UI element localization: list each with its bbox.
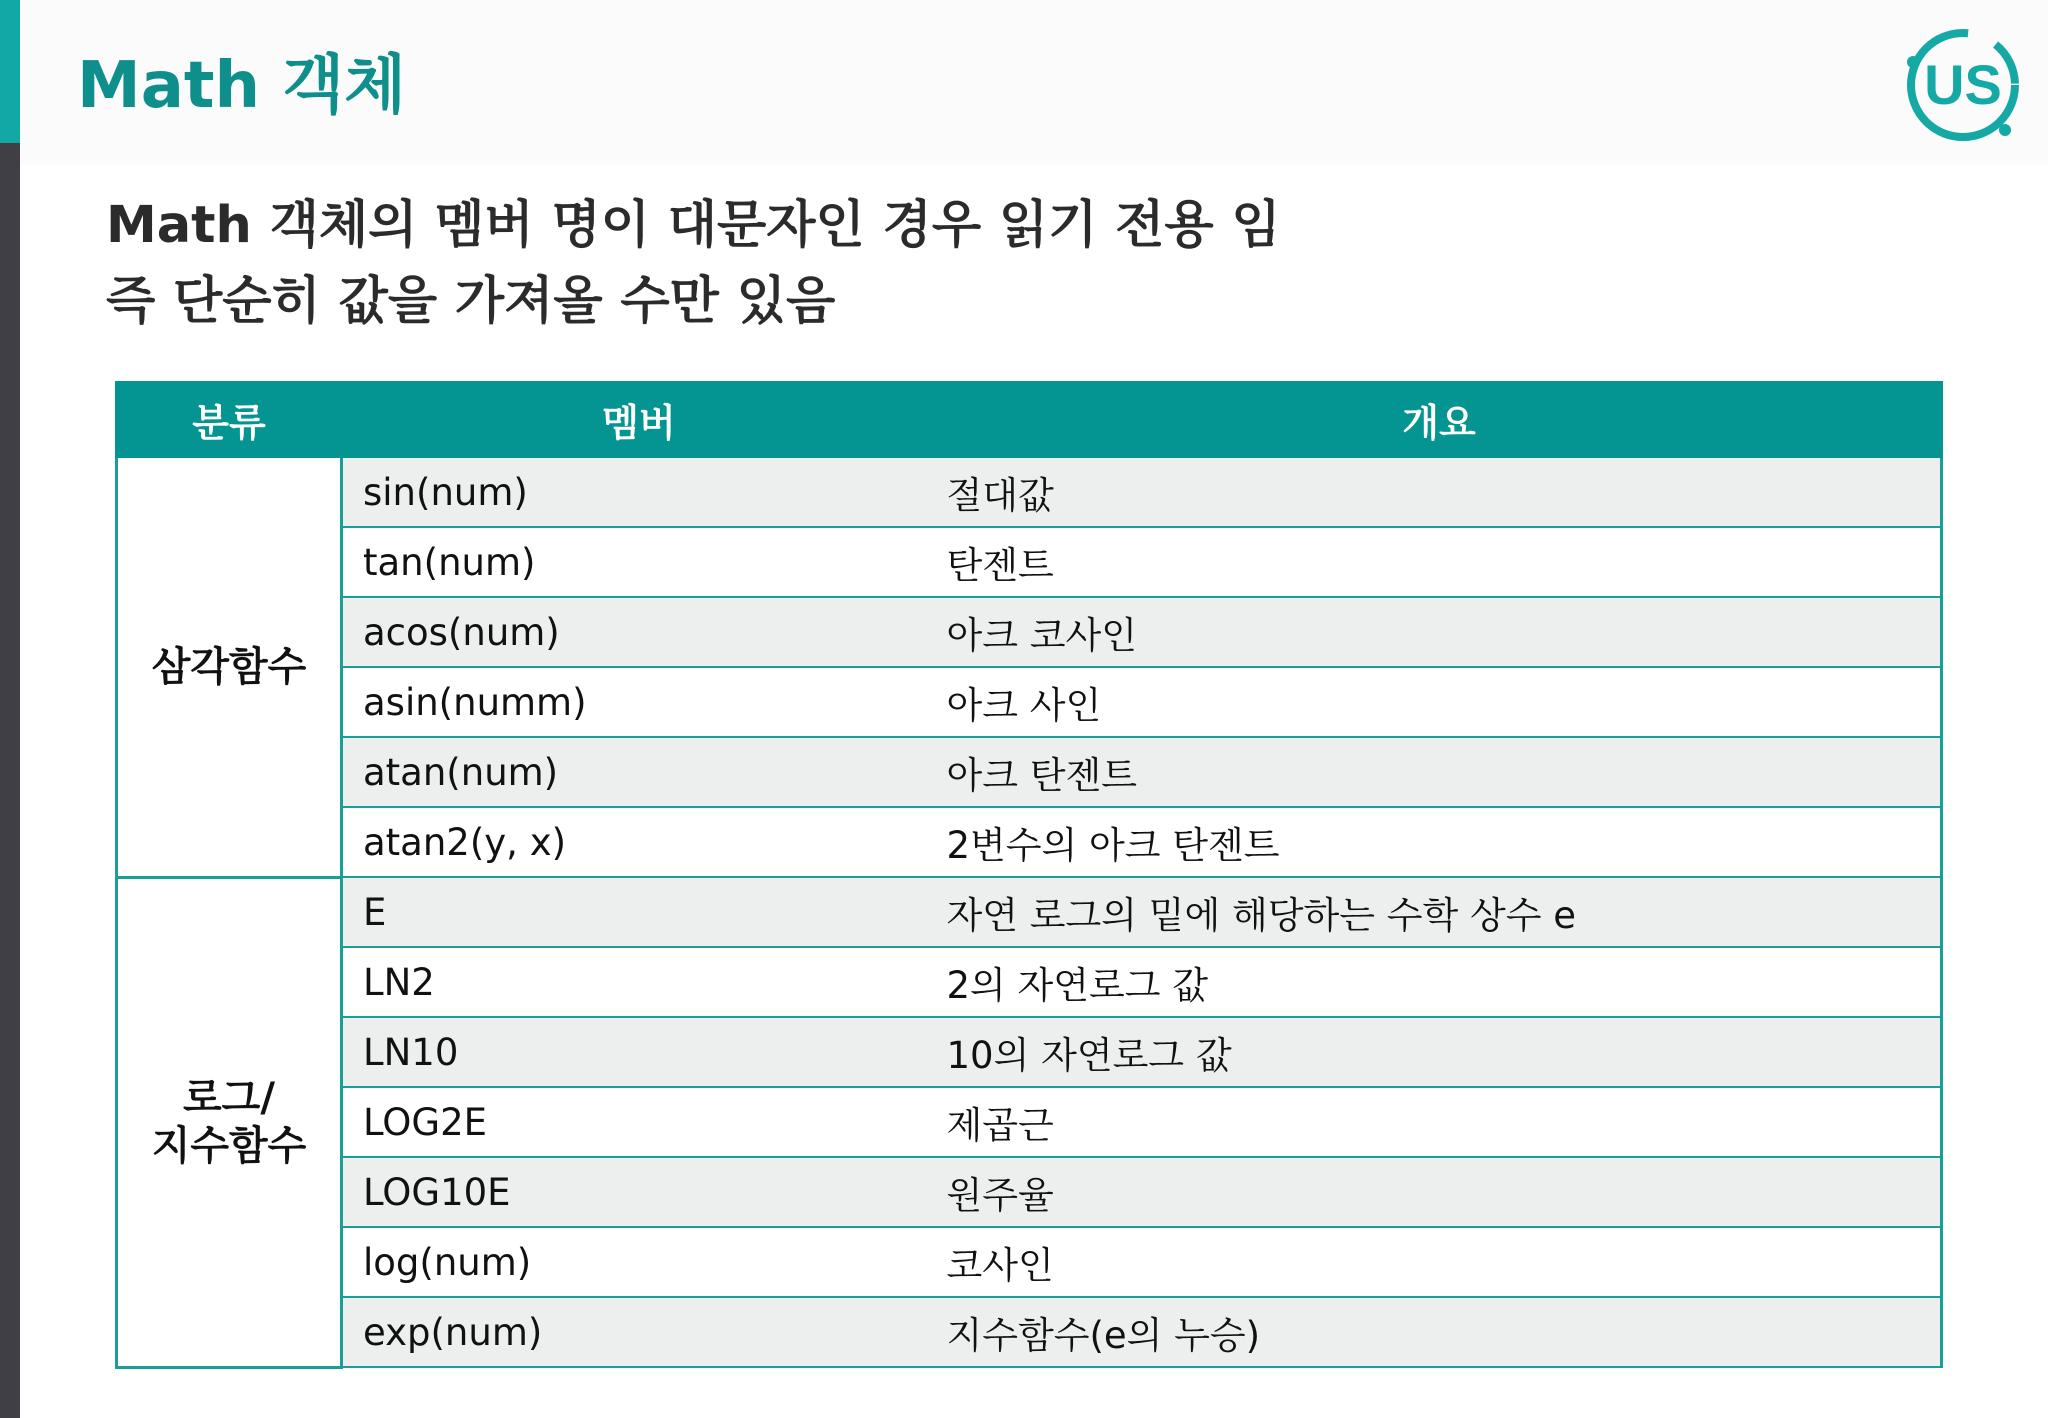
table-header-row — [117, 383, 1942, 457]
member-cell: LN10 — [342, 1017, 937, 1087]
subtitle-line-1: Math 객체의 멤버 명이 대문자인 경우 읽기 전용 임 — [106, 196, 1281, 255]
category-cell-log-exp — [117, 877, 342, 1367]
svg-text:US: US — [1924, 53, 2002, 116]
description-cell: 제곱근 — [937, 1087, 1942, 1157]
member-cell: LN2 — [342, 947, 937, 1017]
description-cell: 2의 자연로그 값 — [937, 947, 1942, 1017]
table-row — [117, 1017, 1942, 1087]
description-cell: 코사인 — [937, 1227, 1942, 1297]
description-cell: 10의 자연로그 값 — [937, 1017, 1942, 1087]
slide-title: Math 객체 — [77, 49, 406, 123]
math-members-table — [115, 381, 1943, 1369]
category-line-1: 로그/ — [183, 1075, 275, 1121]
description-cell: 아크 사인 — [937, 667, 1942, 737]
description-cell: 절대값 — [937, 457, 1942, 528]
member-cell: LOG2E — [342, 1087, 937, 1157]
accent-bar — [0, 0, 20, 143]
member-cell: E — [342, 877, 937, 947]
description-cell: 원주율 — [937, 1157, 1942, 1227]
member-cell: atan2(y, x) — [342, 807, 937, 877]
subtitle — [106, 188, 1281, 340]
member-cell: atan(num) — [342, 737, 937, 807]
table-row — [117, 527, 1942, 597]
member-cell: asin(numm) — [342, 667, 937, 737]
description-cell: 탄젠트 — [937, 527, 1942, 597]
member-cell: sin(num) — [342, 457, 937, 528]
us-logo-icon — [1893, 22, 2033, 148]
description-cell: 2변수의 아크 탄젠트 — [937, 807, 1942, 877]
description-cell: 지수함수(e의 누승) — [937, 1297, 1942, 1367]
member-cell: tan(num) — [342, 527, 937, 597]
category-line-2: 지수함수 — [151, 1123, 307, 1169]
table-row — [117, 877, 1942, 947]
header-description: 개요 — [937, 383, 1942, 457]
subtitle-line-2: 즉 단순히 값을 가져올 수만 있음 — [106, 272, 836, 331]
member-cell: LOG10E — [342, 1157, 937, 1227]
table-row — [117, 1227, 1942, 1297]
table-row — [117, 597, 1942, 667]
table-row — [117, 1087, 1942, 1157]
header-member: 멤버 — [342, 383, 937, 457]
member-cell: acos(num) — [342, 597, 937, 667]
header-category: 분류 — [117, 383, 342, 457]
side-bar — [0, 143, 20, 1418]
member-cell: exp(num) — [342, 1297, 937, 1367]
table-row — [117, 1297, 1942, 1367]
category-cell-trig: 삼각함수 — [117, 457, 342, 878]
table-row — [117, 737, 1942, 807]
table-row — [117, 947, 1942, 1017]
description-cell: 자연 로그의 밑에 해당하는 수학 상수 e — [937, 877, 1942, 947]
table-row — [117, 1157, 1942, 1227]
table-row — [117, 667, 1942, 737]
table-row — [117, 807, 1942, 877]
description-cell: 아크 탄젠트 — [937, 737, 1942, 807]
description-cell: 아크 코사인 — [937, 597, 1942, 667]
member-cell: log(num) — [342, 1227, 937, 1297]
table-row — [117, 457, 1942, 528]
